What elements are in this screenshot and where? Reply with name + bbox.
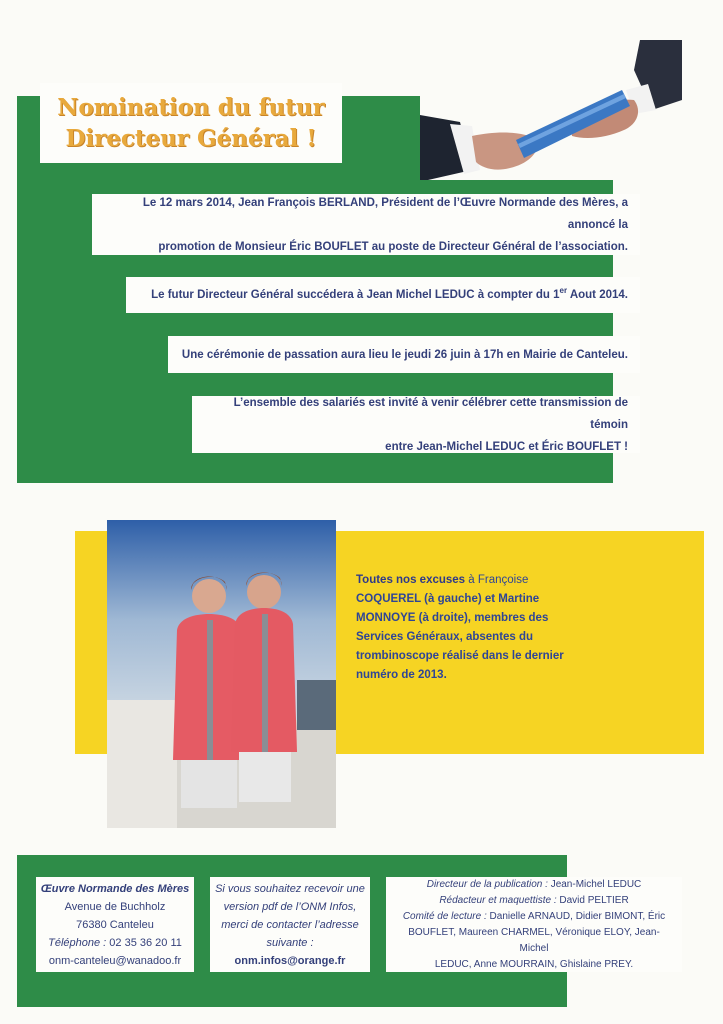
apology-text — [356, 571, 616, 685]
announcement-line-2: promotion de Monsieur Éric BOUFLET au poste de Directeur Général de l’association. — [158, 240, 628, 253]
address-line-1: Avenue de Buchholz — [64, 900, 166, 913]
succession-text: Le futur Directeur Général succédera à Jean Michel LEDUC à compter du 1 — [151, 289, 560, 301]
committee-label: Comité de lecture : — [402, 910, 490, 922]
committee-line-1 — [394, 909, 674, 925]
apology-line-2: COQUEREL (à gauche) et Martine — [356, 593, 540, 605]
editor-line — [394, 893, 674, 909]
director-name: Jean-Michel LEDUC — [550, 878, 642, 890]
ceremony-line: Une cérémonie de passation aura lieu le jeudi 26 juin à 17h en Mairie de Canteleu. — [181, 348, 628, 361]
director-label: Directeur de la publication : — [426, 878, 551, 890]
apology-line-5: trombinoscope réalisé dans le dernier — [356, 650, 564, 662]
contact-box — [36, 877, 194, 972]
pdf-line-3: merci de contacter l’adresse — [221, 918, 359, 931]
ceremony-paragraph — [168, 336, 640, 373]
apology-line-6: numéro de 2013. — [356, 669, 447, 681]
pdf-line-2: version pdf de l’ONM Infos, — [223, 900, 357, 913]
pdf-email[interactable]: onm.infos@orange.fr — [234, 954, 346, 967]
credits-box — [386, 877, 682, 972]
invitation-line-1: L’ensemble des salariés est invité à venir célébrer cette transmission de témoin — [233, 396, 628, 431]
succession-superscript: er — [559, 286, 568, 296]
succession-line — [151, 284, 628, 306]
page-title-line-2: Directeur Général ! — [65, 125, 317, 152]
editor-name: David PELTIER — [559, 894, 629, 906]
apology-lead: Toutes nos excuses — [356, 574, 466, 586]
phone-label: Téléphone : — [48, 936, 110, 949]
page-title-line-1: Nomination du futur — [57, 94, 325, 121]
invitation-line-2: entre Jean-Michel LEDUC et Éric BOUFLET ! — [385, 440, 628, 453]
baton-handover-photo — [420, 40, 682, 180]
apology-line-1 — [356, 571, 616, 590]
announcement-line-1: Le 12 mars 2014, Jean François BERLAND, Président de l’Œuvre Normande des Mères, a annoncé la — [142, 196, 628, 231]
pdf-line-4: suivante : — [266, 936, 314, 949]
address-line-2: 76380 Canteleu — [76, 918, 154, 931]
contact-email[interactable]: onm-canteleu@wanadoo.fr — [48, 954, 182, 967]
committee-line-2: BOUFLET, Maureen CHARMEL, Véronique ELOY, Jean-Michel — [408, 926, 660, 954]
staff-photo — [107, 520, 336, 828]
committee-line-3: LEDUC, Anne MOURRAIN, Ghislaine PREY. — [434, 958, 634, 970]
phone-number: 02 35 36 20 11 — [109, 936, 182, 949]
phone-line — [36, 934, 194, 952]
org-name: Œuvre Normande des Mères — [40, 882, 190, 895]
editor-label: Rédacteur et maquettiste : — [439, 894, 560, 906]
apology-line-4: Services Généraux, absentes du — [356, 631, 534, 643]
pdf-line-1: Si vous souhaitez recevoir une — [215, 882, 365, 895]
pdf-request-box — [210, 877, 370, 972]
announcement-paragraph — [92, 194, 640, 255]
succession-paragraph — [126, 277, 640, 313]
director-line — [394, 877, 674, 893]
committee-names-1: Danielle ARNAUD, Didier BIMONT, Éric — [489, 910, 666, 922]
apology-line-3: MONNOYE (à droite), membres des — [356, 612, 549, 624]
succession-date: Aout 2014. — [567, 289, 628, 301]
title-box — [40, 83, 342, 163]
apology-name-1: à Françoise — [465, 574, 529, 586]
invitation-paragraph — [192, 396, 640, 453]
